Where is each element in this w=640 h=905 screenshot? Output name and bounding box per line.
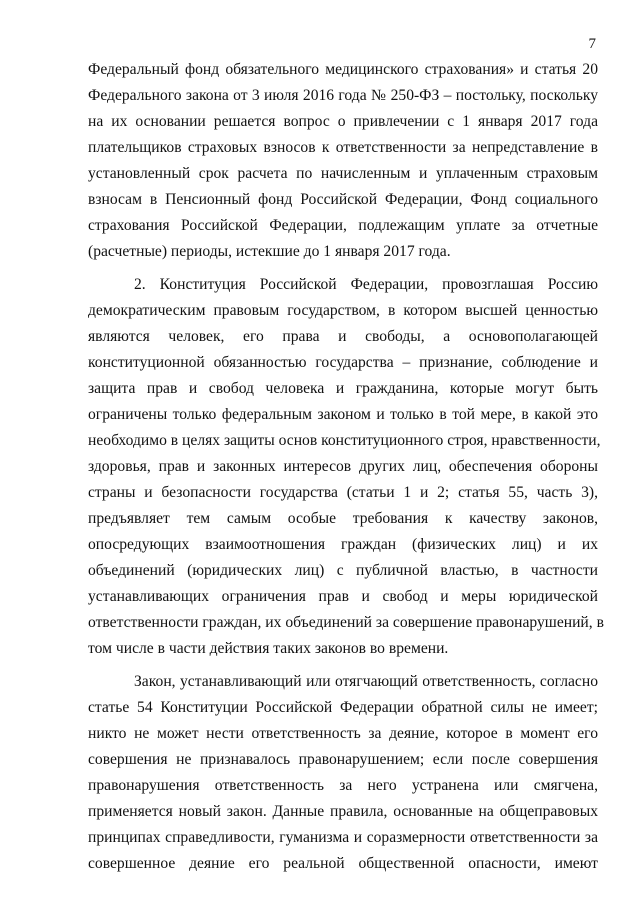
text-line: ограничены только федеральным законом и только в той мере, в какой это [88,406,598,423]
text-line: объединений (юридических лиц) с публичной властью, в частности [88,562,598,579]
text-line: совершения не признавалось правонарушением; если после совершения [88,751,598,768]
text-line: применяется новый закон. Данные правила, основанные на общеправовых [88,803,598,820]
text-line: Закон, устанавливающий или отягчающий ответственность, согласно [134,673,598,690]
text-line: являются человек, его права и свободы, а основополагающей [88,328,598,345]
text-line: никто не может нести ответственность за деяние, которое в момент его [88,725,598,742]
text-line: защита прав и свобод человека и гражданина, которые могут быть [88,380,598,397]
text-line: ответственности граждан, их объединений за совершение правонарушений, в [88,614,604,631]
text-line: демократическим правовым государством, в котором высшей ценностью [88,302,598,319]
text-line: страхования Российской Федерации, подлежащим уплате за отчетные [88,217,598,234]
text-line: Федеральный фонд обязательного медицинского страхования» и статья 20 [88,61,598,78]
paragraph-gap [88,662,598,669]
text-line: предъявляет тем самым особые требования к качеству законов, [88,510,598,527]
text-line: страны и безопасности государства (статьи 1 и 2; статья 55, часть 3), [88,484,598,501]
text-line: (расчетные) периоды, истекшие до 1 января 2017 года. [88,243,451,260]
page-number: 7 [588,36,596,52]
text-line: на их основании решается вопрос о привлечении с 1 января 2017 года [88,113,598,130]
text-line: взносам в Пенсионный фонд Российской Федерации, Фонд социального [88,191,598,208]
text-line: совершенное деяние его реальной общественной опасности, имеют [88,855,598,872]
text-line: статье 54 Конституции Российской Федерации обратной силы не имеет; [88,699,598,716]
text-line: здоровья, прав и законных интересов других лиц, обеспечения обороны [88,458,598,475]
paragraph [88,669,598,877]
text-line: устанавливающих ограничения прав и свобод и меры юридической [88,588,598,605]
text-line: конституционной обязанностью государства – признание, соблюдение и [88,354,598,371]
text-line: необходимо в целях защиты основ конституционного строя, нравственности, [88,432,601,449]
text-line: опосредующих взаимоотношения граждан (физических лиц) и их [88,536,598,553]
text-line: правонарушения ответственность за него устранена или смягчена, [88,777,598,794]
text-line: том числе в части действия таких законов во времени. [88,640,449,657]
text-line: плательщиков страховых взносов к ответственности за непредставление в [88,139,598,156]
paragraph [88,57,598,265]
text-line: Федерального закона от 3 июля 2016 года № 250-ФЗ – постольку, поскольку [88,87,598,104]
text-line: 2. Конституция Российской Федерации, провозглашая Россию [134,276,598,293]
text-line: установленный срок расчета по начисленным и уплаченным страховым [88,165,598,182]
text-line: принципах справедливости, гуманизма и соразмерности ответственности за [88,829,598,846]
paragraph-gap [88,265,598,272]
document-body [88,57,604,877]
paragraph [88,272,604,662]
